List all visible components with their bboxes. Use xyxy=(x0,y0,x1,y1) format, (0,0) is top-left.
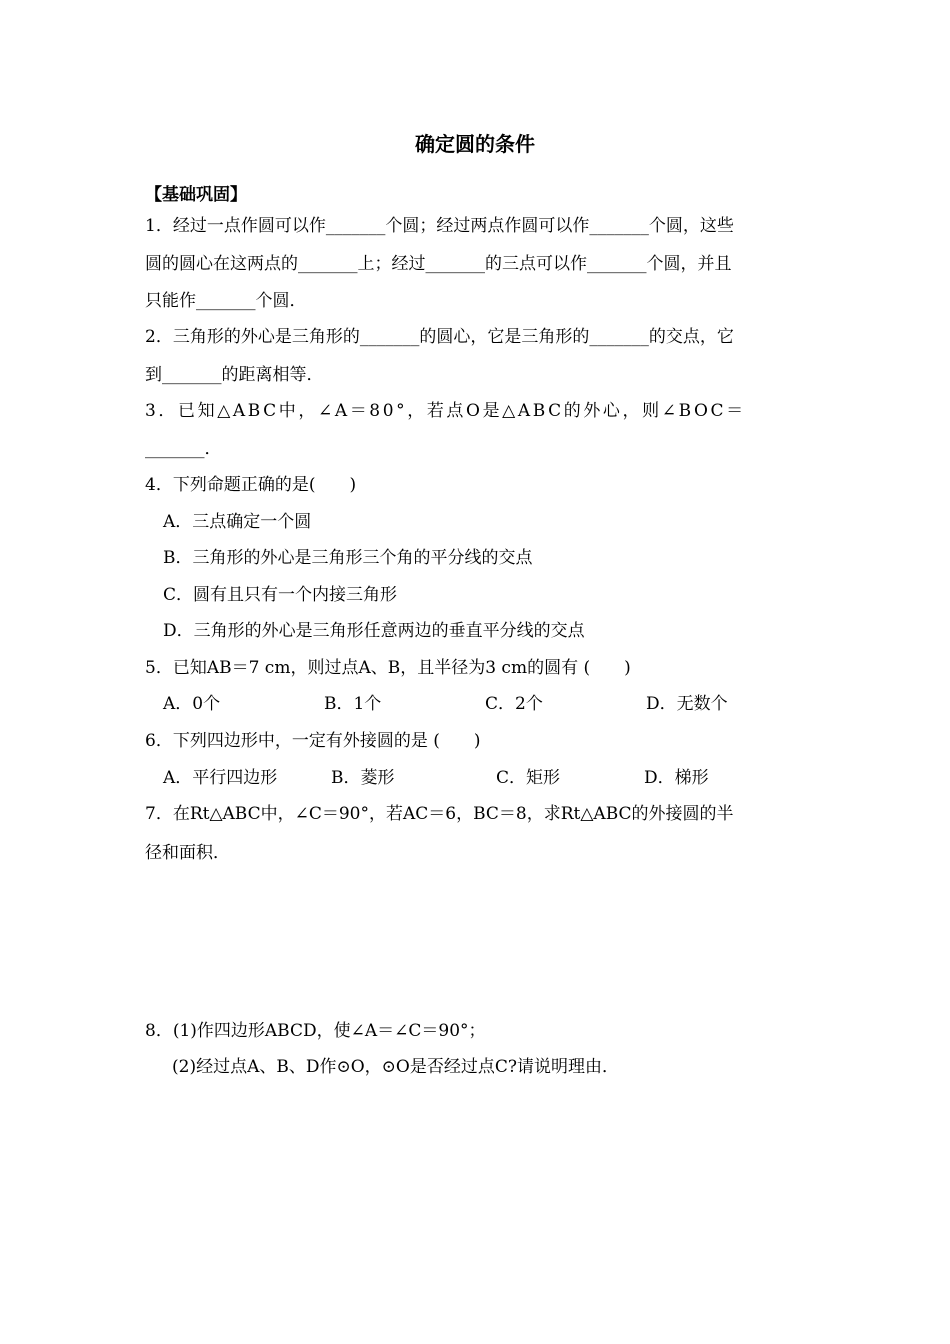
question-6-stem: 6．下列四边形中，一定有外接圆的是 ( ) xyxy=(145,731,481,751)
question-4-option-b: B．三角形的外心是三角形三个角的平分线的交点 xyxy=(163,548,533,568)
question-6-option-d: D．梯形 xyxy=(644,768,709,788)
question-7-line-2: 径和面积． xyxy=(145,843,230,863)
question-8-line-1: 8．(1)作四边形ABCD，使∠A＝∠C＝90°； xyxy=(145,1021,486,1041)
question-1-line-1: 1．经过一点作圆可以作_______个圆；经过两点作圆可以作_______个圆，这些 xyxy=(145,216,734,236)
question-2-line-1: 2．三角形的外心是三角形的_______的圆心，它是三角形的_______的交点，它 xyxy=(145,327,734,347)
question-6-option-a: A．平行四边形 xyxy=(163,768,278,788)
question-2-line-2: 到_______的距离相等． xyxy=(145,365,324,385)
question-8-line-2: (2)经过点A、B、D作⊙O，⊙O是否经过点C?请说明理由． xyxy=(172,1057,619,1077)
question-5-option-d: D．无数个 xyxy=(646,694,728,714)
question-3-line-2: _______． xyxy=(145,439,222,459)
question-6-option-c: C．矩形 xyxy=(496,768,561,788)
question-5-option-c: C．2个 xyxy=(485,694,543,714)
question-4-option-c: C．圆有且只有一个内接三角形 xyxy=(163,585,398,605)
question-4-option-d: D．三角形的外心是三角形任意两边的垂直平分线的交点 xyxy=(163,621,585,641)
question-3-line-1: 3．已知△ABC中，∠A＝80°，若点O是△ABC的外心，则∠BOC＝ xyxy=(145,401,746,421)
question-5-stem: 5．已知AB＝7 cm，则过点A、B，且半径为3 cm的圆有 ( ) xyxy=(145,658,631,678)
question-4-option-a: A．三点确定一个圆 xyxy=(163,512,312,532)
question-7-line-1: 7．在Rt△ABC中，∠C＝90°，若AC＝6，BC＝8，求Rt△ABC的外接圆的半 xyxy=(145,804,734,824)
question-6-option-b: B．菱形 xyxy=(331,768,395,788)
question-5-option-a: A．0个 xyxy=(163,694,221,714)
question-1-line-2: 圆的圆心在这两点的_______上；经过_______的三点可以作_______个圆，并且 xyxy=(145,254,732,274)
question-5-option-b: B．1个 xyxy=(324,694,382,714)
question-1-line-3: 只能作_______个圆． xyxy=(145,291,307,311)
section-heading: 【基础巩固】 xyxy=(145,185,247,205)
page-title: 确定圆的条件 xyxy=(415,132,535,156)
question-4-stem: 4．下列命题正确的是( ) xyxy=(145,475,357,495)
